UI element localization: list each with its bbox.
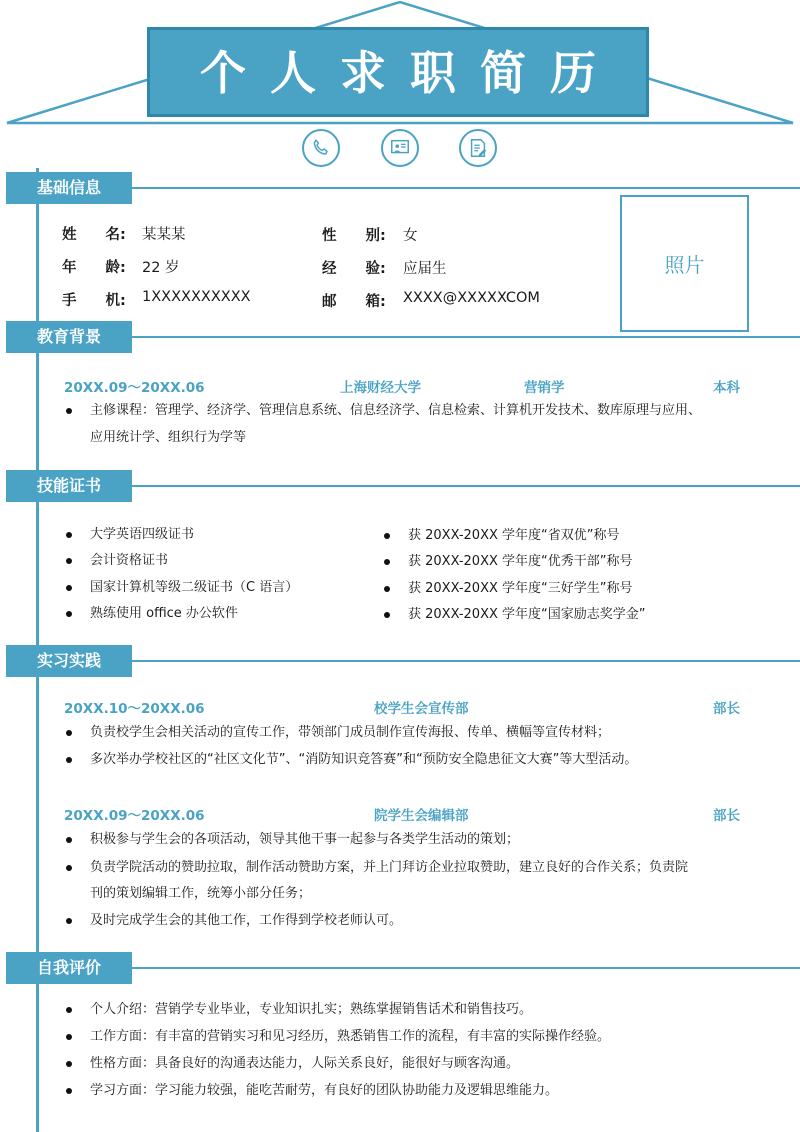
section-header-basic: 基础信息 xyxy=(6,172,132,204)
phone-label: 手 机: xyxy=(62,293,126,309)
section-divider xyxy=(132,187,800,189)
photo-placeholder: 照片 xyxy=(620,195,749,332)
section-header-practice: 实习实践 xyxy=(6,645,132,677)
document-edit-icon xyxy=(459,129,497,167)
name-value: 某某某 xyxy=(142,227,186,243)
gender-label: 性 别: xyxy=(322,228,386,244)
self-eval-item: 学习方面：学习能力较强，能吃苦耐劳，有良好的团队协助能力及逻辑思维能力。 xyxy=(90,1083,559,1098)
section-header-skills: 技能证书 xyxy=(6,470,132,502)
education-degree: 本科 xyxy=(713,380,740,396)
phone-icon xyxy=(302,129,340,167)
section-divider xyxy=(132,660,800,662)
title-banner xyxy=(147,27,649,117)
practice-item: 多次举办学校社区的“社区文化节”、“消防知识竞答赛”和“预防安全隐患征文大赛”等大型活动。 xyxy=(90,752,638,767)
self-eval-item: 工作方面：有丰富的营销实习和见习经历，熟悉销售工作的流程，有丰富的实际操作经验。 xyxy=(90,1029,611,1044)
skill-item: 大学英语四级证书 xyxy=(90,527,195,542)
section-divider xyxy=(132,336,800,338)
practice-role: 部长 xyxy=(713,701,740,717)
practice-org: 院学生会编辑部 xyxy=(374,808,469,824)
award-item: 获 20XX-20XX 学年度“三好学生”称号 xyxy=(408,581,633,596)
practice-date: 20XX.09～20XX.06 xyxy=(64,808,205,824)
skill-item: 会计资格证书 xyxy=(90,553,169,568)
age-label: 年 龄: xyxy=(62,260,126,276)
education-entry xyxy=(64,376,740,394)
email-value: XXXX@XXXXXCOM xyxy=(403,290,540,306)
skill-item: 熟练使用 office 办公软件 xyxy=(90,606,238,621)
presentation-icon xyxy=(381,129,419,167)
education-school: 上海财经大学 xyxy=(340,380,421,396)
courses-continued: 应用统计学、组织行为学等 xyxy=(90,430,247,445)
self-eval-item: 性格方面：具备良好的沟通表达能力，人际关系良好，能很好与顾客沟通。 xyxy=(90,1056,520,1071)
experience-value: 应届生 xyxy=(403,261,447,277)
practice-item: 负责学院活动的赞助拉取，制作活动赞助方案，并上门拜访企业拉取赞助，建立良好的合作关系；负责院 xyxy=(90,860,689,875)
age-value: 22 岁 xyxy=(142,260,180,276)
experience-label: 经 验: xyxy=(322,261,386,277)
section-header-self: 自我评价 xyxy=(6,952,132,984)
award-item: 获 20XX-20XX 学年度“国家励志奖学金” xyxy=(408,607,646,622)
name-label: 姓 名: xyxy=(62,227,126,243)
section-divider xyxy=(132,967,800,969)
practice-date: 20XX.10～20XX.06 xyxy=(64,701,205,717)
award-item: 获 20XX-20XX 学年度“省双优”称号 xyxy=(408,528,620,543)
self-eval-item: 个人介绍：营销学专业毕业，专业知识扎实；熟练掌握销售话术和销售技巧。 xyxy=(90,1002,533,1017)
practice-item: 积极参与学生会的各项活动，领导其他干事一起参与各类学生活动的策划； xyxy=(90,832,520,847)
education-date: 20XX.09～20XX.06 xyxy=(64,380,205,396)
practice-entry xyxy=(64,697,740,715)
skill-item: 国家计算机等级二级证书（C 语言） xyxy=(90,580,299,595)
practice-item: 及时完成学生会的其他工作，工作得到学校老师认可。 xyxy=(90,913,403,928)
education-major: 营销学 xyxy=(524,380,565,396)
practice-org: 校学生会宣传部 xyxy=(374,701,469,717)
page-title: 个人求职简历 xyxy=(200,46,620,100)
practice-role: 部长 xyxy=(713,808,740,824)
practice-item-continued: 刊的策划编辑工作，统筹小部分任务； xyxy=(90,886,312,901)
courses-item: 主修课程：管理学、经济学、管理信息系统、信息经济学、信息检索、计算机开发技术、数库原理与应用、 xyxy=(90,403,702,418)
phone-value: 1XXXXXXXXXX xyxy=(142,289,251,305)
award-item: 获 20XX-20XX 学年度“优秀干部”称号 xyxy=(408,554,633,569)
section-header-education: 教育背景 xyxy=(6,321,132,353)
gender-value: 女 xyxy=(403,228,418,244)
practice-entry xyxy=(64,804,740,822)
email-label: 邮 箱: xyxy=(322,294,386,310)
practice-item: 负责校学生会相关活动的宣传工作，带领部门成员制作宣传海报、传单、横幅等宣传材料； xyxy=(90,725,611,740)
section-divider xyxy=(132,485,800,487)
